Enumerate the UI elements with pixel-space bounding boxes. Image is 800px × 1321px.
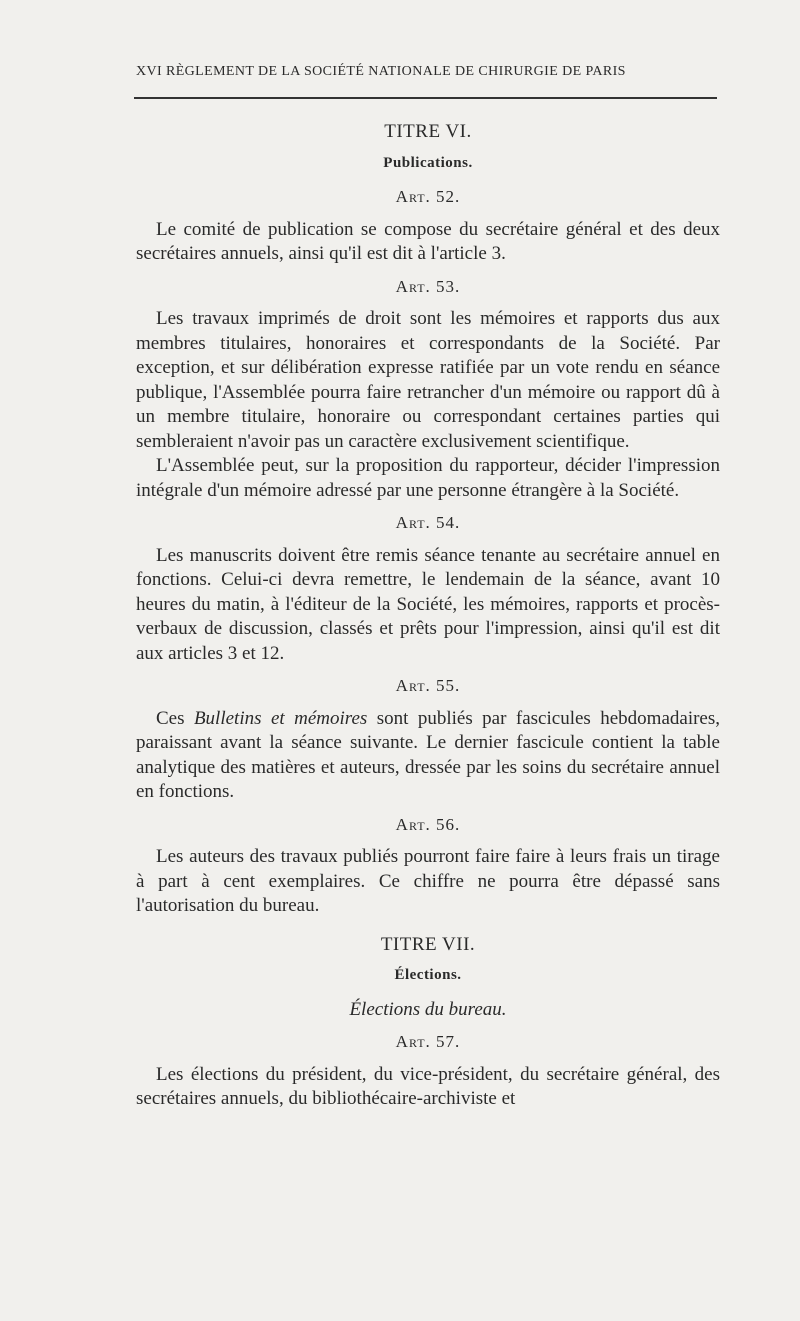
elections-bureau-heading: Élections du bureau. (349, 998, 507, 1020)
article-56-heading (136, 813, 720, 838)
article-57-text: Les élections du président, du vice-président, du secrétaire général, des secrétaires annuels, du bibliothécaire-archiviste et (136, 1063, 720, 1109)
running-head: XVI RÈGLEMENT DE LA SOCIÉTÉ NATIONALE DE CHIRURGIE DE PARIS (136, 64, 626, 79)
header-rule (134, 97, 717, 99)
article-57-label: Art. 57. (395, 1032, 461, 1051)
elections-subtitle: Élections. (394, 967, 462, 983)
article-55-text (136, 707, 720, 805)
article-53-heading (136, 275, 720, 300)
article-55-heading (136, 674, 720, 699)
article-55-text-post: sont publiés par fascicules hebdomadaires, paraissant avant la séance suivante. Le dernier fascicule contient la table analytique des matières et auteurs, dressée par les soins du secrétaire annuel en fonctions. (136, 707, 721, 802)
bulletins-title: Bulletins et mémoires (193, 707, 368, 729)
article-53-text-2: L'Assemblée peut, sur la proposition du rapporteur, décider l'impression intégrale d'un mémoire adressé par une personne étrangère à la Société. (136, 455, 720, 501)
article-57-heading (136, 1030, 720, 1055)
article-52-text: Le comité de publication se compose du secrétaire général et des deux secrétaires annuels, ainsi qu'il est dit à l'article 3. (136, 218, 720, 264)
article-52-heading (136, 185, 720, 210)
article-54-label: Art. 54. (395, 513, 461, 532)
titre-vi-heading: TITRE VI. (384, 121, 472, 142)
titre-vii-heading: TITRE VII. (380, 933, 476, 955)
article-56-label: Art. 56. (395, 814, 461, 834)
page-body (136, 116, 720, 1112)
article-54-text: Les manuscrits doivent être remis séance tenante au secrétaire annuel en fonctions. Celui-ci devra remettre, le lendemain de la séance, avant 10 heures du matin, à l'éditeur de la Société, les mémoires, rapports et procès-verbaux de discussion, classés et prêts pour l'impression, ainsi qu'il est dit aux articles 3 et 12. (136, 544, 720, 664)
article-55-label: Art. 55. (395, 676, 461, 695)
article-56-text: Les auteurs des travaux publiés pourront faire faire à leurs frais un tirage à part à cent exemplaires. Ce chiffre ne pourra être dépassé sans l'autorisation du bureau. (136, 846, 720, 916)
article-54-heading (136, 511, 720, 536)
article-53-text-1: Les travaux imprimés de droit sont les mémoires et rapports dus aux membres titulaires, honoraires et correspondants de la Société. Par exception, et sur délibération expresse ratifiée par un vote rendu en séance publique, l'Assemblée pourra faire retrancher d'un mémoire ou rapport dû à un membre titulaire, honoraire ou correspondant certaines parties qui sembleraient n'avoir pas un caractère exclusivement scientifique. (136, 308, 720, 452)
publications-subtitle: Publications. (383, 154, 473, 171)
article-52-label: Art. 52. (395, 187, 461, 206)
article-53-label: Art. 53. (395, 276, 461, 296)
article-55-text-pre: Ces (156, 707, 194, 729)
